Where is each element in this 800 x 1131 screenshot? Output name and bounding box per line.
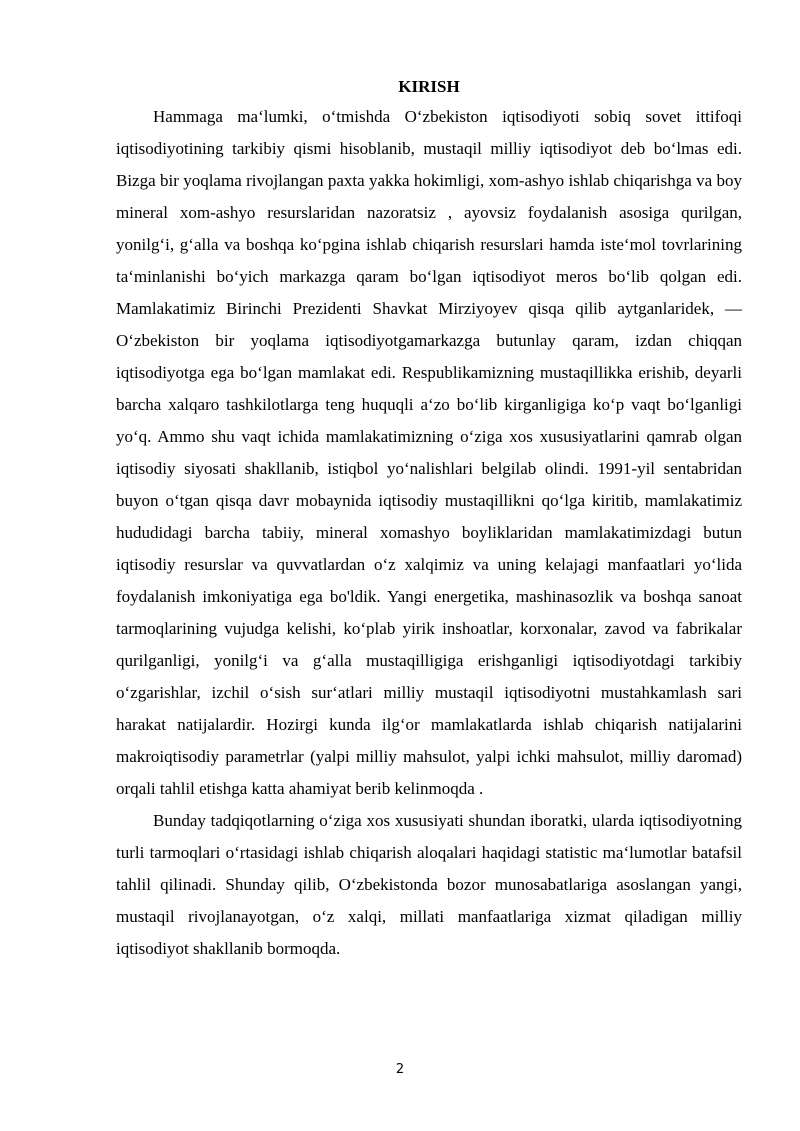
paragraph-intro: Hammaga ma‘lumki, o‘tmishda O‘zbekiston iqtisodiyoti sobiq sovet ittifoqi iqtisodiyotining tarkibiy qismi hisoblanib, mustaqil milliy iqtisodiyot deb bo‘lmas edi. Bizga bir yoqlama rivojlangan paxta yakka hokimligi, xom-ashyo ishlab chiqarishga va boy mineral xom-ashyo resurslaridan nazoratsiz , ayovsiz foydalanish asosiga qurilgan, yonilg‘i, g‘alla va boshqa ko‘pgina ishlab chiqarish resurslari hamda iste‘mol tovrlarining ta‘minlanishi bo‘yich markazga qaram bo‘lgan iqtisodiyot meros bo‘lib qolgan edi. Mamlakatimiz Birinchi Prezidenti Shavkat Mirziyoyev qisqa qilib aytganlaridek, — O‘zbekiston bir yoqlama iqtisodiyotgamarkazga butunlay qaram, izdan chiqqan iqtisodiyotga ega bo‘lgan mamlakat edi. Respublikamizning mustaqillikka erishib, deyarli barcha xalqaro tashkilotlarga teng huquqli a‘zo bo‘lib kirganligiga ko‘p vaqt bo‘lganligi yo‘q. Ammo shu vaqt ichida mamlakatimizning o‘ziga xos xususiyatlarini qamrab olgan iqtisodiy siyosati shakllanib, istiqbol yo‘nalishlari belgilab olindi. 1991-yil sentabridan buyon o‘tgan qisqa davr mobaynida iqtisodiy mustaqillikni qo‘lga kiritib, mamlakatimiz hududidagi barcha tabiiy, mineral xomashyo boyliklaridan mamlakatimizdagi butun iqtisodiy resurslar va quvvatlardan o‘z xalqimiz va uning kelajagi manfaatlari yo‘lida foydalanish imkoniyatiga ega bo'ldik. Yangi energetika, mashinasozlik va boshqa sanoat tarmoqlarining vujudga kelishi, ko‘plab yirik inshoatlar, korxonalar, zavod va fabrikalar qurilganligi, yonilg‘i va g‘alla mustaqilligiga erishganligi iqtisodiyotdagi tarkibiy o‘zgarishlar, izchil o‘sish sur‘atlari milliy mustaqil iqtisodiyotni mustahkamlash sari harakat natijalardir. Hozirgi kunda ilg‘or mamlakatlarda ishlab chiqarish natijalarini makroiqtisodiy parametrlar (yalpi milliy mahsulot, yalpi ichki mahsulot, milliy daromad) orqali tahlil etishga katta ahamiyat berib kelinmoqda . <box>116 107 742 798</box>
document-page <box>116 76 742 965</box>
paragraph-research: Bunday tadqiqotlarning o‘ziga xos xususiyati shundan iboratki, ularda iqtisodiyotning turli tarmoqlari o‘rtasidagi ishlab chiqarish aloqalari haqidagi statistic ma‘lumotlar batafsil tahlil qilinadi. Shunday qilib, O‘zbekistonda bozor munosabatlariga asoslangan yangi, mustaqil rivojlanayotgan, o‘z xalqi, millati manfaatlariga xizmat qiladigan milliy iqtisodiyot shakllanib bormoqda. <box>116 811 742 958</box>
page-number: 2 <box>395 1062 405 1077</box>
document-title: KIRISH <box>398 77 460 96</box>
